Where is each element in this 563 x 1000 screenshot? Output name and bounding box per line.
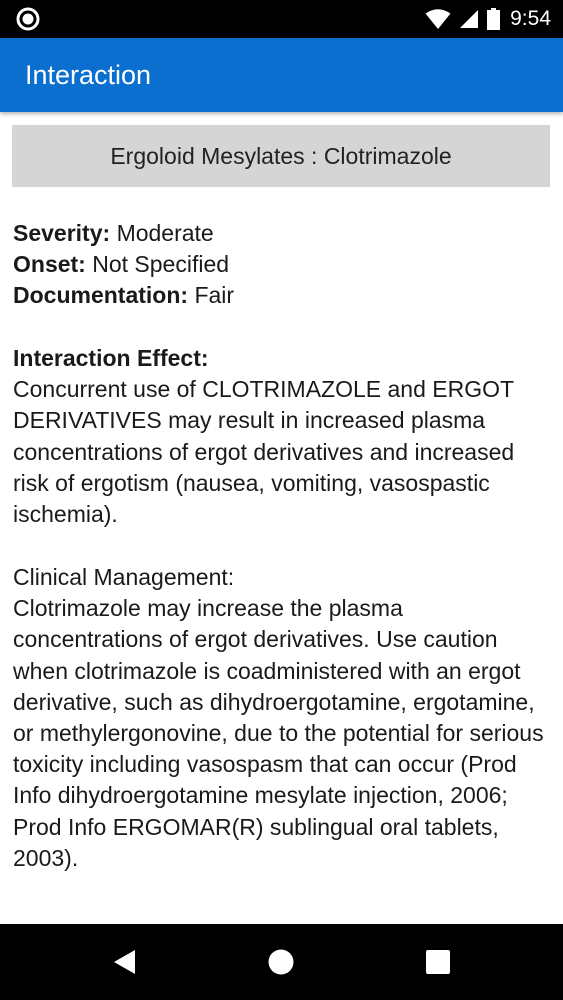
clinical-management-section: [13, 562, 553, 874]
documentation-label: Documentation:: [13, 282, 189, 309]
page-title: Interaction: [25, 60, 152, 90]
interaction-content[interactable]: [0, 112, 563, 924]
documentation-value: Fair: [194, 282, 235, 309]
onset-value: Not Specified: [92, 251, 230, 278]
severity-row: [13, 218, 553, 249]
documentation-row: [13, 280, 553, 311]
signal-icon: [459, 9, 479, 29]
wifi-icon: [425, 8, 451, 30]
interaction-summary: [13, 218, 553, 312]
app-notification-icon: [16, 7, 40, 31]
battery-icon: [487, 8, 500, 30]
status-icons: [425, 0, 551, 38]
status-bar: [0, 0, 563, 38]
drug-pair-header: [12, 125, 550, 187]
back-icon[interactable]: [111, 948, 139, 976]
recents-icon[interactable]: [424, 948, 452, 976]
status-time: 9:54: [510, 7, 551, 30]
clinical-management-heading: Clinical Management:: [13, 564, 235, 590]
onset-row: [13, 249, 553, 280]
navigation-bar: [0, 924, 563, 1000]
interaction-effect-section: [13, 343, 553, 530]
severity-value: Moderate: [116, 220, 214, 246]
drug-pair-title: Ergoloid Mesylates : Clotrimazole: [110, 142, 452, 169]
app-bar: [0, 38, 563, 112]
onset-label: Onset:: [13, 251, 86, 278]
severity-label: Severity:: [13, 220, 111, 246]
interaction-effect-heading: Interaction Effect:: [13, 345, 209, 371]
clinical-management-text: Clotrimazole may increase the plasma concentrations of ergot derivatives. Use caution when clotrimazole is coadministered with an ergot derivative, such as dihydroergotamine, ergotamine, or methylergonovine, due to the potential for serious toxicity including vasospasm that can occur (Prod Info dihydroergotamine mesylate injection, 2006; Prod Info ERGOMAR(R) sublingual oral tablets, 2003).: [13, 595, 544, 871]
interaction-effect-text: Concurrent use of CLOTRIMAZOLE and ERGOT DERIVATIVES may result in increased plasma concentrations of ergot derivatives and increased risk of ergotism (nausea, vomiting, vasospastic ischemia).: [13, 376, 515, 528]
home-icon[interactable]: [267, 948, 295, 976]
